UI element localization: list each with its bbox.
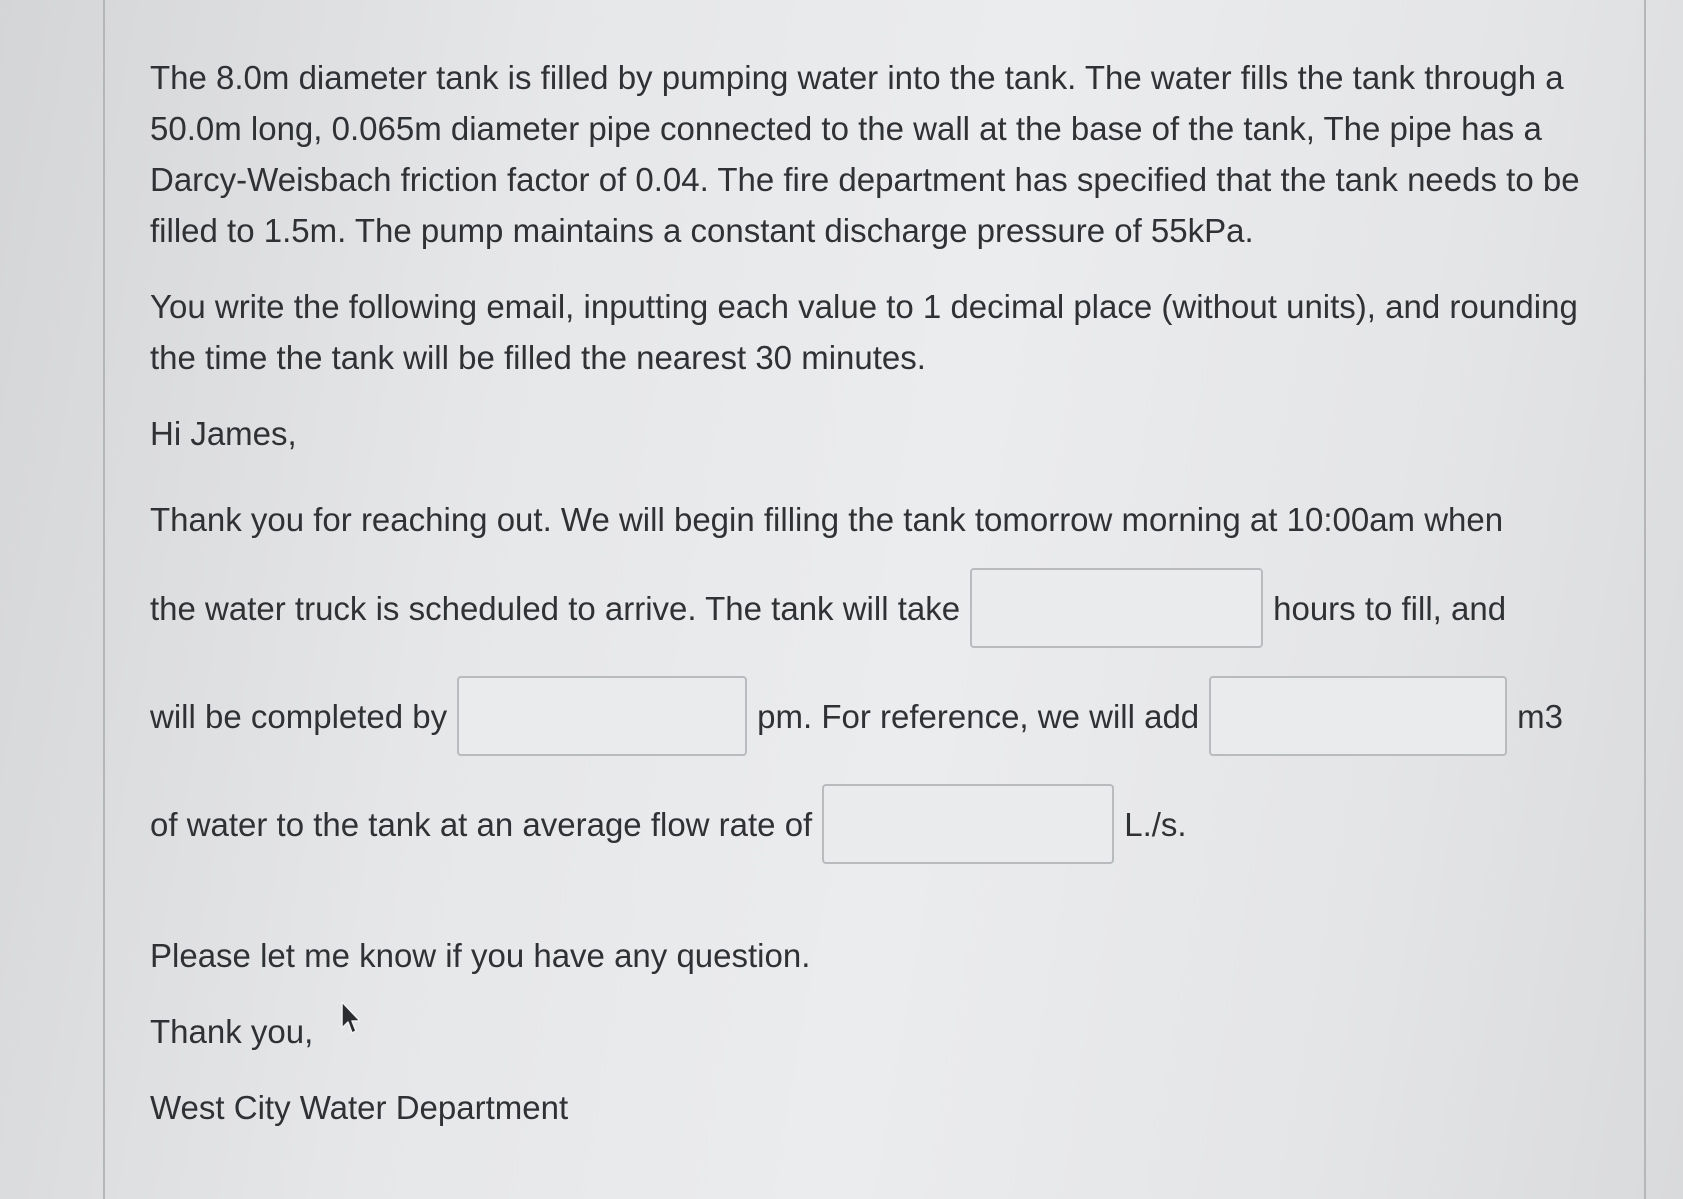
volume-unit-label: m3 <box>1517 697 1564 735</box>
email-line-2-before: the water truck is scheduled to arrive. The tank will take <box>150 589 961 627</box>
instructions-text: You write the following email, inputting each value to 1 decimal place (without units), and rounding the time the tank will be filled the nearest 30 minutes. <box>150 288 1578 376</box>
email-line-2 <box>150 554 1610 662</box>
flow-rate-unit-label: L./s. <box>1124 805 1187 843</box>
email-line-1 <box>150 484 1610 554</box>
volume-input[interactable] <box>1209 676 1507 756</box>
right-border <box>1644 0 1646 1199</box>
mouse-cursor-icon <box>340 1000 362 1036</box>
email-line-4 <box>150 770 1610 878</box>
email-greeting: Hi James, <box>150 415 297 452</box>
email-thanks: Thank you, <box>150 1013 314 1050</box>
email-line-2-after: hours to fill, and <box>1273 589 1507 627</box>
email-line-3 <box>150 662 1610 770</box>
email-line-1-text: Thank you for reaching out. We will begin filling the tank tomorrow morning at 10:00am when <box>150 500 1504 538</box>
flow-rate-input[interactable] <box>822 784 1114 864</box>
email-closing: Please let me know if you have any question. <box>150 937 811 974</box>
email-signature: West City Water Department <box>150 1089 569 1126</box>
problem-statement: The 8.0m diameter tank is filled by pumping water into the tank. The water fills the tank through a 50.0m long, 0.065m diameter pipe connected to the wall at the base of the tank, The pipe has a Darcy-Weisbach friction factor of 0.04. The fire department has specified that the tank needs to be filled to 1.5m. The pump maintains a constant discharge pressure of 55kPa. <box>150 59 1580 249</box>
completion-time-input[interactable] <box>457 676 747 756</box>
email-line-4-before: of water to the tank at an average flow rate of <box>150 805 813 843</box>
email-line-3-before: will be completed by <box>150 697 448 735</box>
left-border <box>103 0 105 1199</box>
question-content <box>150 52 1610 1133</box>
email-line-3-middle: pm. For reference, we will add <box>757 697 1200 735</box>
hours-to-fill-input[interactable] <box>970 568 1263 648</box>
